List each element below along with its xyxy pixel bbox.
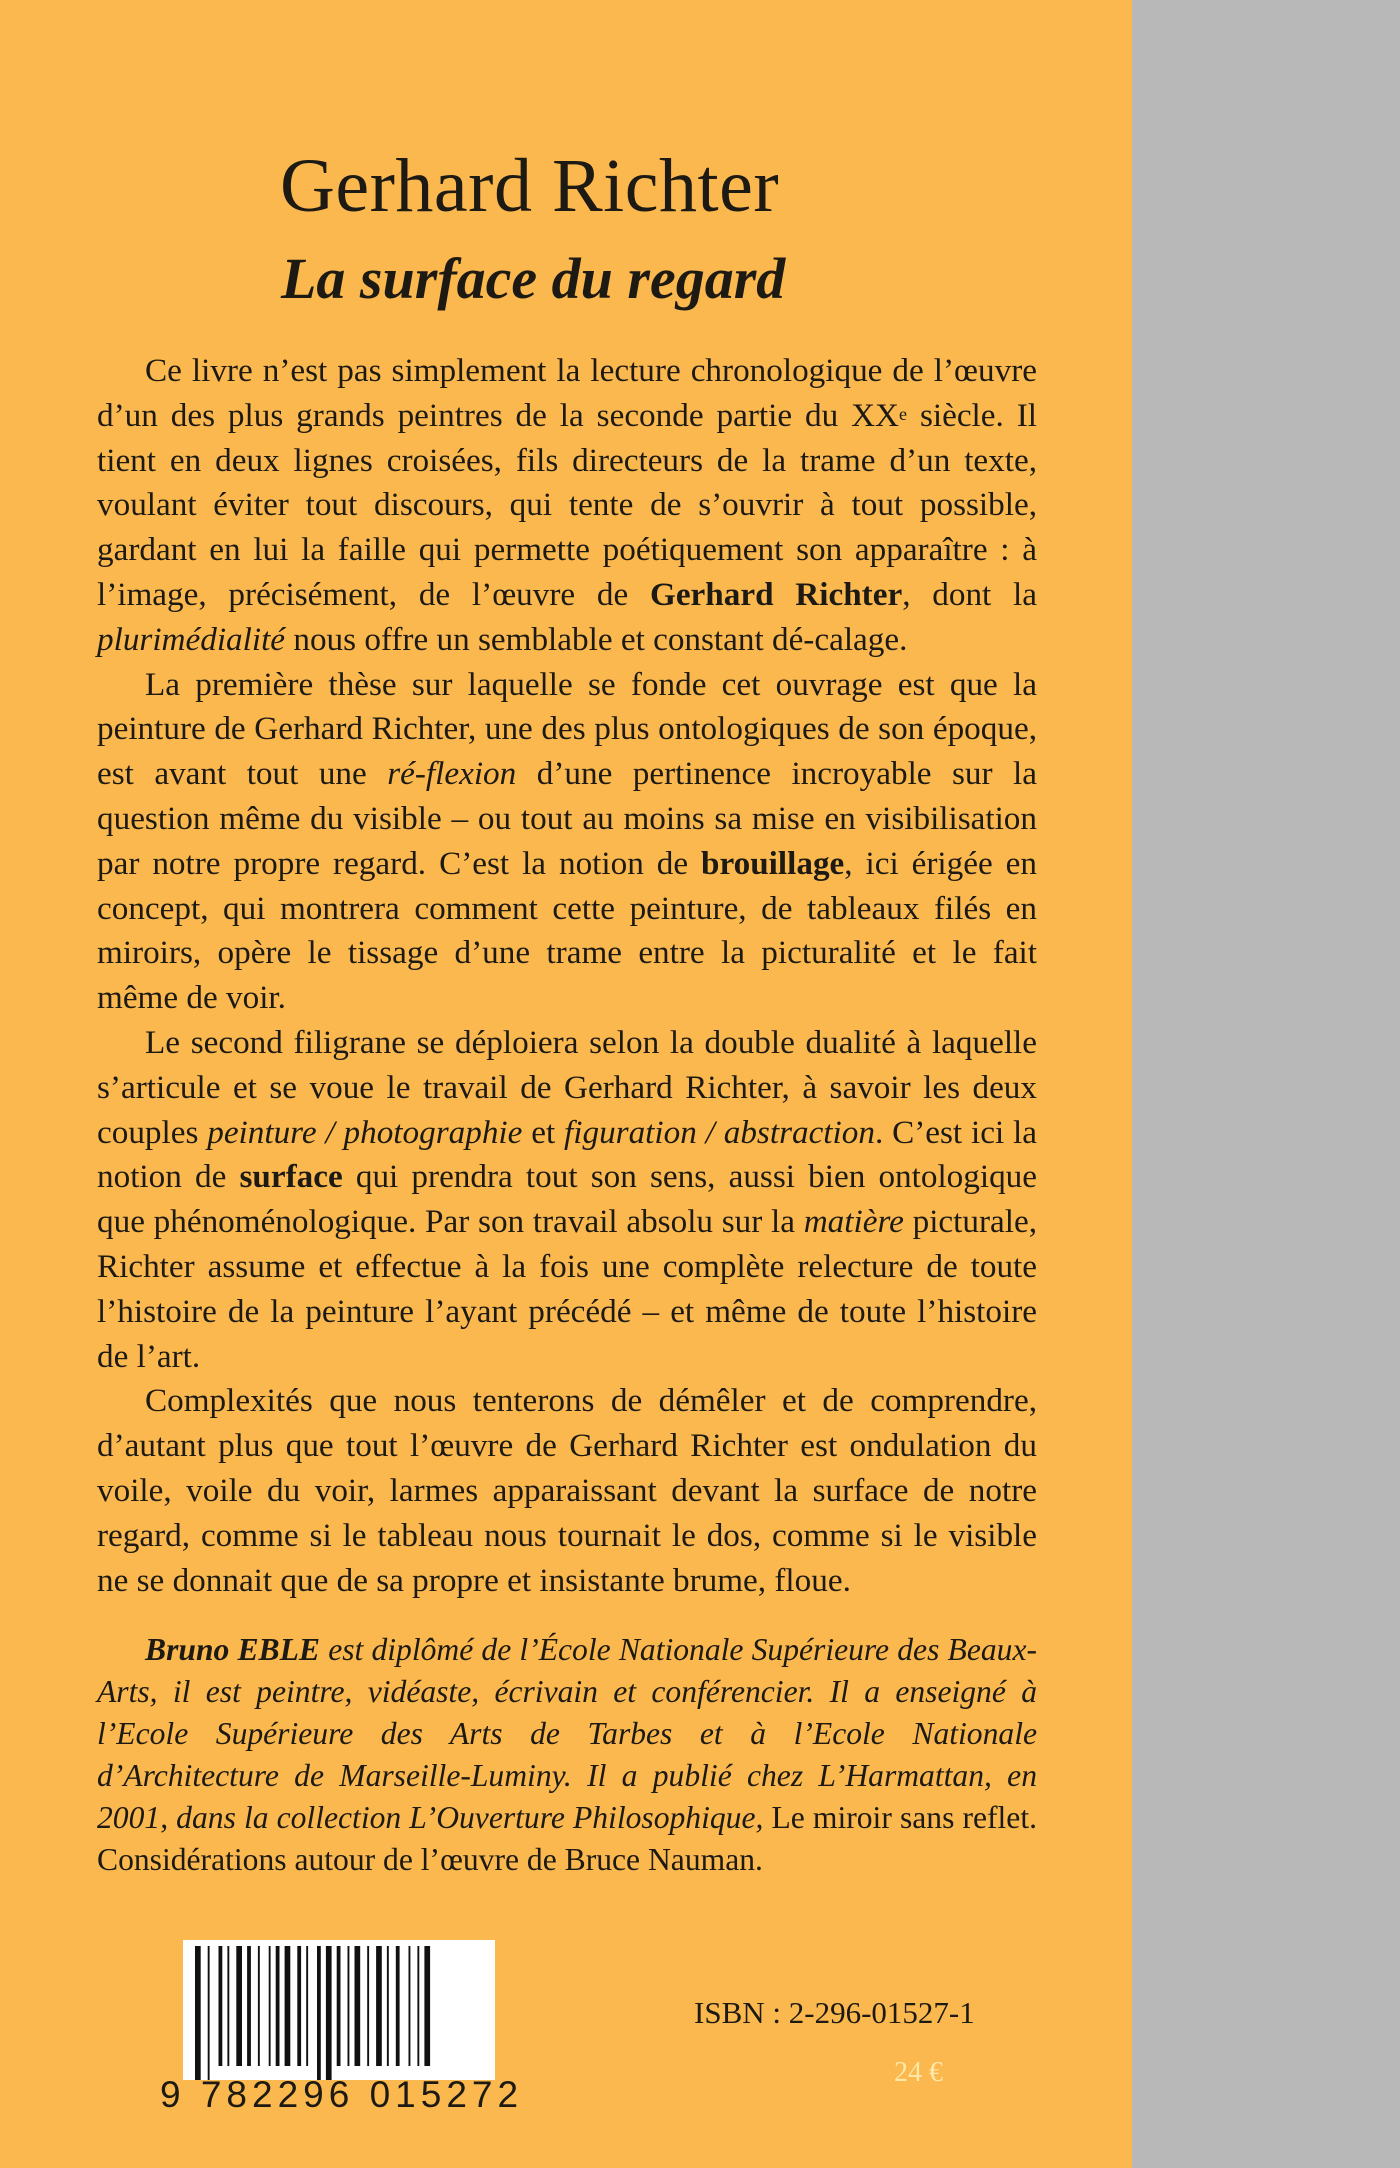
barcode-bar [355,1946,361,2066]
barcode-bar [376,1946,382,2066]
barcode-bar [195,1946,201,2080]
barcode-bar [269,1946,271,2066]
paragraph-4: Complexités que nous tenterons de démêler et de comprendre, d’autant plus que tout l’œuvre de Gerhard Richter est ondulation du voile, voile du voir, larmes apparaissant devant la surface de notre regard, comme si le tableau nous tournait le dos, comme si le visible ne se donnait que de sa propre et insistante brume, floue. [97,1382,1037,1599]
barcode-bar [348,1946,350,2066]
back-cover-text [97,349,1037,1881]
term-matiere: matière [803,1203,904,1241]
barcode-bar [247,1946,251,2066]
barcode-bar [208,1946,210,2080]
barcode-bar [387,1946,389,2066]
barcode-bar [276,1946,280,2066]
paragraph-1: Ce livre n’est pas simplement la lecture chronologique de l’œuvre d’un des plus grands peintres de la seconde partie du XXe siècle. Il tient en deux lignes croisées, fils directeurs de la trame d’un texte, voulant éviter tout discours, qui tente de s’ouvrir à tout possible, gardant en lui la faille qui permette poétiquement son apparaître : à l’image, précisément, de l’œuvre de Gerhard Richter, dont la plurimédialité nous offre un semblable et constant dé-calage. [97,352,1037,658]
concept-surface: surface [239,1158,343,1196]
superscript-e: e [899,403,908,424]
barcode-bar [326,1946,332,2080]
barcode-bar [417,1946,419,2066]
book-reference: Le miroir sans reflet. Considérations autour de l’œuvre de Bruce Nauman. [97,1800,1037,1878]
concept-brouillage: brouillage [701,844,845,882]
barcode-digits: 9 782296 015272 [160,2074,524,2115]
barcode-bar [424,1946,430,2066]
barcode-bar [285,1946,291,2066]
term-plurimedialite: plurimédialité [97,620,286,658]
pair-peinture-photographie: peinture / photographie [207,1113,523,1151]
barcode [183,1940,495,2080]
barcode-bar [297,1946,301,2066]
isbn-label: ISBN : 2-296-01527-1 [694,1995,975,2030]
book-spine [1132,0,1400,2168]
barcode-bar [367,1946,369,2066]
barcode-bar [306,1946,308,2066]
barcode-bar [317,1946,321,2080]
term-reflexion: ré-flexion [387,755,517,793]
author-name: Bruno EBLE [145,1632,321,1668]
paragraph-2: La première thèse sur laquelle se fonde cet ouvrage est que la peinture de Gerhard Richter, une des plus ontologiques de son époque, est avant tout une ré-flexion d’une pertinence incroyable sur la question même du visible – ou tout au moins sa mise en visibilisation par notre propre regard. C’est la notion de brouillage, ici érigée en concept, qui montrera comment cette peinture, de tableaux filés en miroirs, opère le tissage d’une trame entre la picturalité et le fait même de voir. [97,665,1038,1017]
artist-name: Gerhard Richter [650,575,903,613]
book-title: Gerhard Richter [280,144,780,228]
paragraph-3: Le second filigrane se déploiera selon la double dualité à laquelle s’articule et se voue le travail de Gerhard Richter, à savoir les deux couples peinture / photographie et figuration / abstraction. C’est ici la notion de surface qui prendra tout son sens, aussi bien ontologique que phénoménologique. Par son travail absolu sur la matière picturale, Richter assume et effectue à la fois une complète relecture de toute l’histoire de la peinture l’ayant précédé – et même de toute l’histoire de l’art. [97,1023,1037,1375]
barcode-bar [219,1946,223,2066]
author-bio: Bruno EBLE est diplômé de l’École Nationale Supérieure des Beaux-Arts, il est peintre, vidéaste, écrivain et conférencier. Il a enseigné à l’Ecole Supérieure des Arts de Tarbes et à l’Ecole Nationale d’Architecture de Marseille-Luminy. Il a publié chez L’Harmattan, en 2001, dans la collection L’Ouverture Philosophique, Le miroir sans reflet. Considérations autour de l’œuvre de Bruce Nauman. [97,1632,1037,1878]
book-subtitle: La surface du regard [281,246,786,311]
pair-figuration-abstraction: figuration / abstraction [564,1113,875,1151]
barcode-bar [236,1946,242,2066]
barcode-bar [258,1946,260,2066]
barcode-bar [227,1946,229,2066]
barcode-bar [337,1946,341,2066]
barcode-bar [396,1946,400,2066]
price-label: 24 € [894,2057,943,2088]
barcode-bar [409,1946,411,2066]
